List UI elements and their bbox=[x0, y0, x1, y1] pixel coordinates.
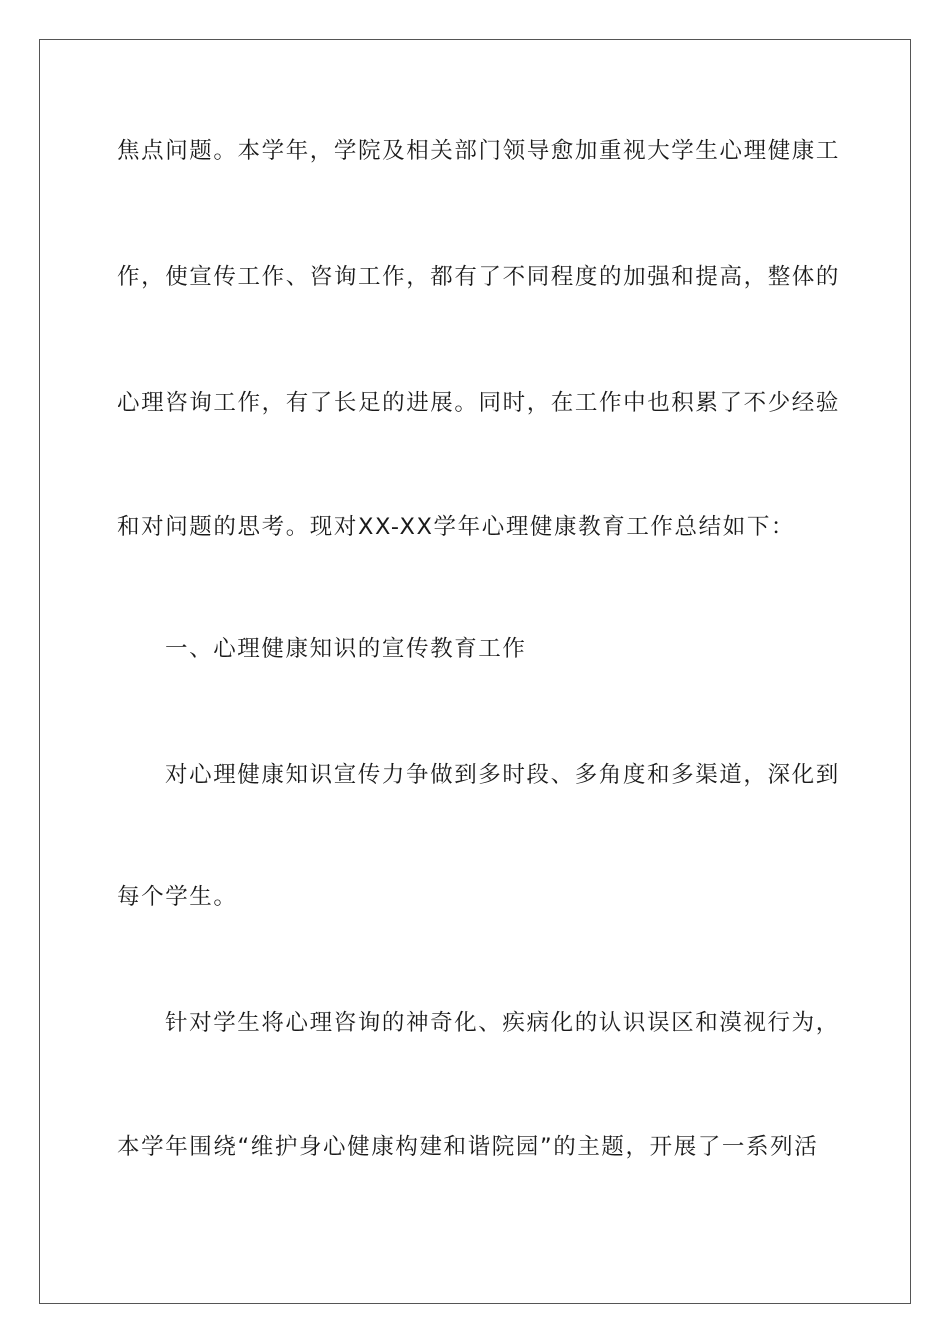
section-heading: 一、心理健康知识的宣传教育工作 bbox=[165, 636, 527, 662]
page-border bbox=[39, 39, 911, 1304]
paragraph-line-5: 对心理健康知识宣传力争做到多时段、多角度和多渠道，深化到 bbox=[165, 762, 840, 788]
paragraph-line-1: 焦点问题。本学年，学院及相关部门领导愈加重视大学生心理健康工 bbox=[117, 138, 841, 164]
paragraph-line-3: 心理咨询工作，有了长足的进展。同时，在工作中也积累了不少经验 bbox=[117, 390, 841, 416]
paragraph-line-2: 作，使宣传工作、咨询工作，都有了不同程度的加强和提高，整体的 bbox=[117, 264, 841, 290]
paragraph-line-4: 和对问题的思考。现对XX-XX学年心理健康教育工作总结如下： bbox=[117, 514, 796, 540]
paragraph-line-6: 每个学生。 bbox=[117, 884, 238, 910]
paragraph-line-8: 本学年围绕“维护身心健康构建和谐院园”的主题，开展了一系列活 bbox=[117, 1134, 819, 1160]
paragraph-line-7: 针对学生将心理咨询的神奇化、疾病化的认识误区和漠视行为， bbox=[165, 1010, 840, 1036]
